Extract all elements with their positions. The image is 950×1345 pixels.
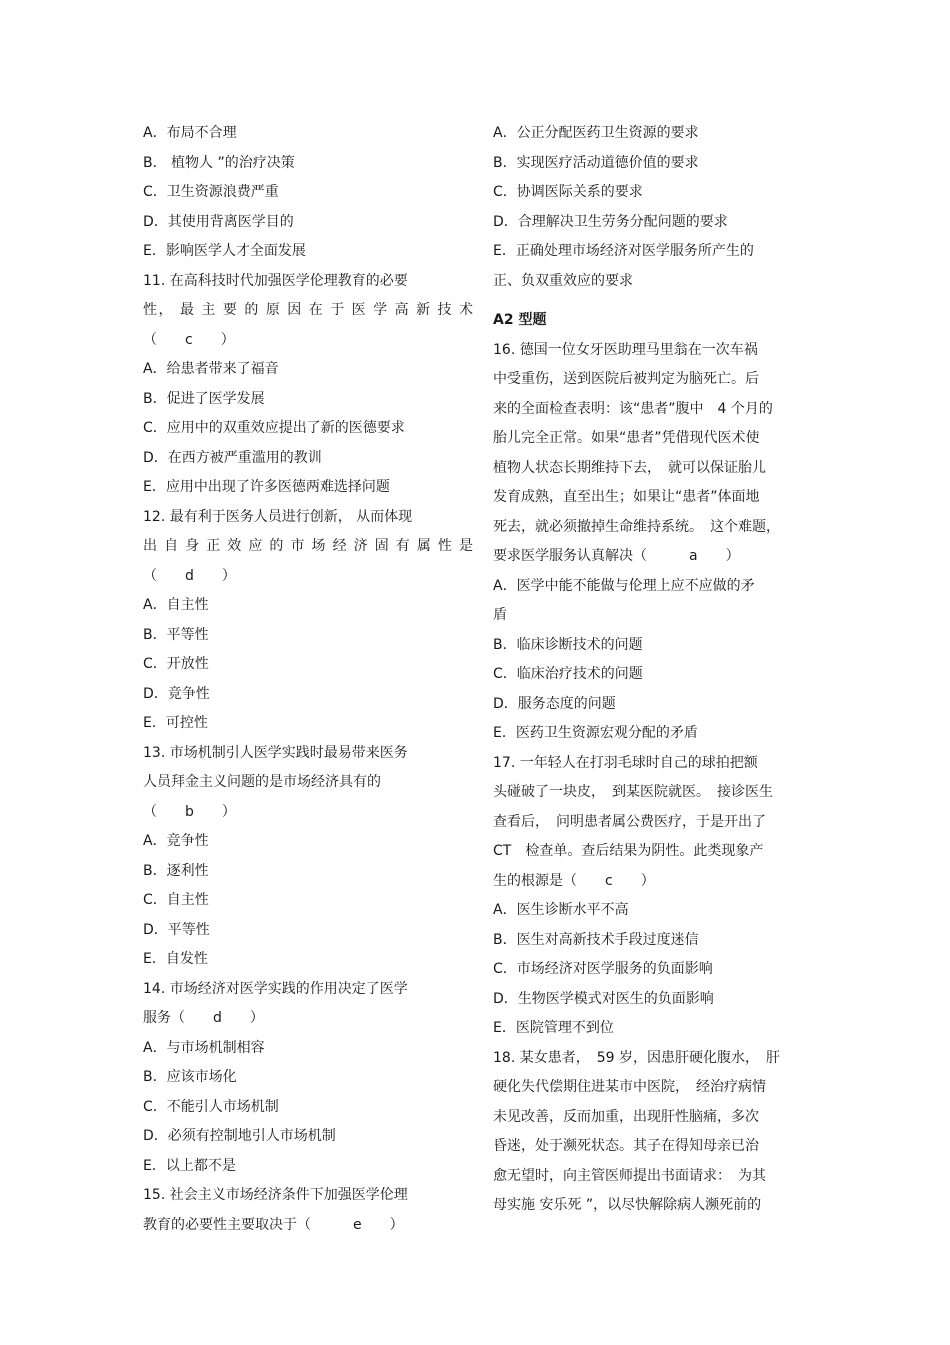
text-line: D．服务态度的问题	[493, 695, 616, 712]
text-line: C．应用中的双重效应提出了新的医德要求	[143, 420, 405, 436]
text-line: 11. 在高科技时代加强医学伦理教育的必要	[143, 272, 408, 289]
text-line: B．临床诊断技术的问题	[493, 636, 643, 653]
text-line: C．协调医际关系的要求	[493, 184, 643, 200]
text-line: E．医药卫生资源宏观分配的矛盾	[493, 725, 698, 741]
text-line: B．平等性	[143, 626, 209, 643]
text-line: 正、负双重效应的要求	[493, 272, 633, 289]
text-line: 硬化失代偿期住进某市中医院， 经治疗病情	[493, 1079, 766, 1095]
text-line: 发育成熟，直至出生；如果让“患者”体面地	[493, 489, 760, 505]
text-line: 头碰破了一块皮， 到某医院就医。 接诊医生	[493, 784, 773, 800]
text-line: B．实现医疗活动道德价值的要求	[493, 154, 699, 171]
text-line: 昏迷，处于濒死状态。其子在得知母亲已治	[493, 1138, 759, 1154]
text-line: D．生物医学模式对医生的负面影响	[493, 990, 714, 1007]
text-line: 未见改善，反而加重，出现肝性脑痛，多次	[493, 1108, 759, 1125]
text-line: 要求医学服务认真解决（ a ）	[493, 548, 740, 564]
text-line: A．自主性	[143, 597, 209, 613]
text-line: A．竞争性	[143, 833, 209, 849]
text-line: 查看后， 问明患者属公费医疗，于是开出了	[493, 813, 766, 830]
text-line: E．自发性	[143, 951, 208, 967]
text-line: B．逐利性	[143, 862, 209, 879]
text-line: CT 检查单。查后结果为阴性。此类现象产	[493, 843, 764, 859]
text-line: D．合理解决卫生劳务分配问题的要求	[493, 213, 728, 230]
question-15-options	[493, 119, 813, 296]
text-line: 18. 某女患者， 59 岁，因患肝硬化腹水， 肝	[493, 1049, 780, 1066]
text-line: D．平等性	[143, 921, 210, 938]
text-line: D．在西方被严重滥用的教训	[143, 449, 322, 466]
text-line: E．影响医学人才全面发展	[143, 243, 306, 259]
section-title: A2 型题	[493, 312, 547, 328]
text-line: B．医生对高新技术手段过度迷信	[493, 931, 699, 948]
text-line: B．促进了医学发展	[143, 390, 265, 407]
text-line: 愈无望时，向主管医师提出书面请求： 为其	[493, 1167, 766, 1184]
text-line: 服务（ d ）	[143, 1010, 264, 1026]
text-line: 教育的必要性主要取决于（ e ）	[143, 1216, 404, 1233]
text-line: 生的根源是（ c ）	[493, 872, 655, 889]
text-line: 植物人状态长期维持下去， 就可以保证胎儿	[493, 459, 766, 476]
text-line: A．医学中能不能做与伦理上应不应做的矛	[493, 577, 755, 594]
text-line: D．其使用背离医学目的	[143, 213, 294, 230]
text-line: 17. 一年轻人在打羽毛球时自己的球拍把额	[493, 754, 758, 771]
text-line: A．给患者带来了福音	[143, 361, 279, 377]
right-column	[493, 119, 813, 1221]
text-line: 人员拜金主义问题的是市场经济具有的	[143, 774, 381, 790]
text-line: 中受重伤，送到医院后被判定为脑死亡。后	[493, 371, 759, 387]
text-line: 16. 德国一位女牙医助理马里翁在一次车祸	[493, 341, 758, 358]
text-line: D．必须有控制地引人市场机制	[143, 1128, 336, 1144]
text-line: C．卫生资源浪费严重	[143, 184, 279, 200]
text-line: C．自主性	[143, 892, 209, 908]
text-line: 胎儿完全正常。如果“患者”凭借现代医术使	[493, 430, 760, 446]
text-line: 出 自 身 正 效 应 的 市 场 经 济 固 有 属 性 是	[143, 538, 473, 554]
text-line: 12. 最有利于医务人员进行创新， 从而体现	[143, 508, 413, 525]
text-line: E．医院管理不到位	[493, 1020, 614, 1036]
text-line: 性， 最 主 要 的 原 因 在 于 医 学 高 新 技 术	[143, 302, 473, 318]
text-line: A．与市场机制相容	[143, 1039, 265, 1056]
text-line: D．竞争性	[143, 685, 210, 702]
text-line: 来的全面检查表明：该“患者”腹中 4 个月的	[493, 400, 773, 417]
text-line: E．应用中出现了许多医德两难选择问题	[143, 479, 390, 495]
a2-questions	[493, 336, 813, 1221]
text-line: 13. 市场机制引人医学实践时最易带来医务	[143, 744, 408, 761]
left-column	[143, 119, 473, 1240]
text-line: （ c ）	[143, 331, 235, 348]
text-line: A．医生诊断水平不高	[493, 902, 629, 918]
text-line: C．市场经济对医学服务的负面影响	[493, 961, 713, 977]
text-line: 15. 社会主义市场经济条件下加强医学伦理	[143, 1187, 408, 1203]
text-line: E．以上都不是	[143, 1157, 236, 1174]
text-line: B．应该市场化	[143, 1069, 237, 1085]
text-line: A．公正分配医药卫生资源的要求	[493, 125, 699, 141]
text-line: E．可控性	[143, 715, 208, 731]
text-line: B． 植物人 ”的治疗决策	[143, 154, 295, 171]
text-line: 死去，就必须撤掉生命维持系统。 这个难题，	[493, 518, 780, 535]
text-line: （ b ）	[143, 803, 236, 820]
text-line: E．正确处理市场经济对医学服务所产生的	[493, 243, 754, 259]
text-line: A．布局不合理	[143, 125, 237, 141]
text-line: 母实施 安乐死 ”，以尽快解除病人濒死前的	[493, 1197, 762, 1213]
text-line: C．开放性	[143, 656, 209, 672]
text-line: C．不能引人市场机制	[143, 1098, 279, 1115]
text-line: C．临床治疗技术的问题	[493, 666, 643, 682]
text-line: 14. 市场经济对医学实践的作用决定了医学	[143, 980, 408, 997]
text-line: （ d ）	[143, 567, 236, 584]
text-line: 盾	[493, 607, 507, 623]
section-gap	[493, 296, 813, 306]
